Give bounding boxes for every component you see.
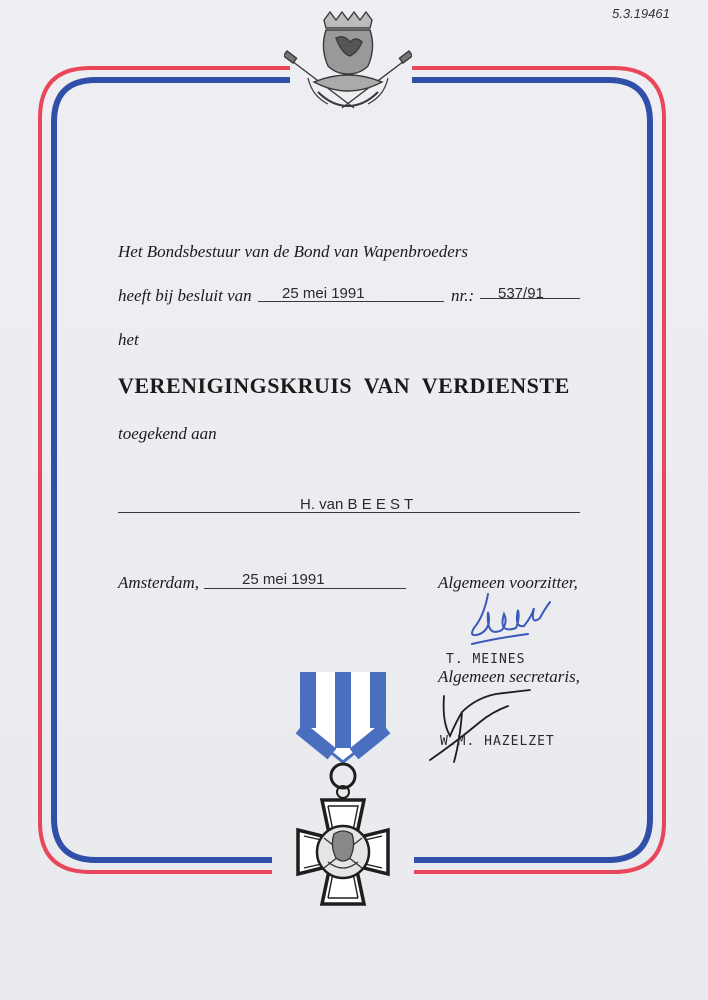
recipient-name: H. van B E E S T	[300, 496, 414, 513]
chair-title: Algemeen voorzitter,	[438, 573, 578, 592]
secretary-title: Algemeen secretaris,	[438, 667, 580, 686]
het-line: het	[118, 330, 139, 349]
nr-label: nr.:	[451, 286, 475, 305]
secretary-name: W.M. HAZELZET	[440, 734, 555, 749]
decision-date: 25 mei 1991	[282, 285, 365, 302]
place-date: 25 mei 1991	[242, 571, 325, 588]
chair-signature	[458, 588, 558, 656]
nr-value: 537/91	[498, 285, 544, 302]
archive-number: 5.3.19461	[612, 6, 670, 21]
decision-date-line	[258, 301, 444, 302]
granted-to-line: toegekend aan	[118, 424, 217, 443]
secretary-signature	[426, 682, 536, 766]
place-label: Amsterdam,	[118, 573, 200, 592]
nr-line	[480, 298, 580, 299]
cross-of-merit-icon	[272, 664, 414, 938]
award-title: VERENIGINGSKRUIS VAN VERDIENSTE	[118, 373, 570, 398]
board-line: Het Bondsbestuur van de Bond van Wapenbroeders	[118, 242, 469, 261]
lion-crest-icon	[284, 8, 412, 116]
decision-label: heeft bij besluit van	[118, 286, 252, 305]
place-date-line	[204, 588, 406, 589]
recipient-line	[118, 512, 580, 513]
chair-name: T. MEINES	[446, 652, 526, 667]
